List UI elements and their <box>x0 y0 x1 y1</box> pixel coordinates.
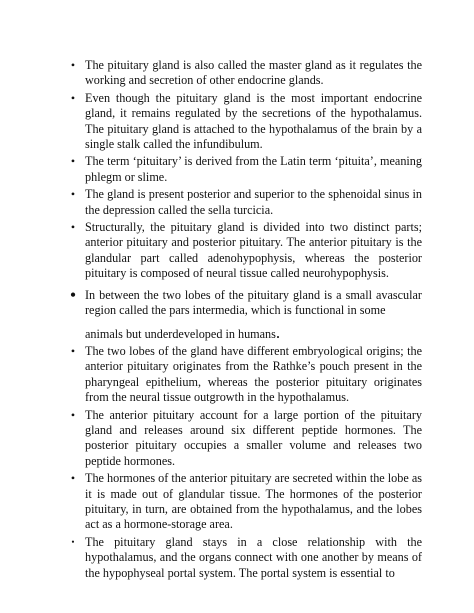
trailing-period: . <box>275 322 281 342</box>
list-item <box>67 408 422 470</box>
list-item-text: The term ‘pituitary’ is derived from the Latin term ‘pituita’, meaning phlegm or slime. <box>85 154 422 184</box>
list-item <box>67 91 422 153</box>
list-item-text: The pituitary gland stays in a close relationship with the hypothalamus, and the organs connect with one another by means of the hypophyseal portal system. The portal system is essential to <box>85 534 422 580</box>
bullet-icon: • <box>70 90 76 105</box>
list-item <box>67 344 422 406</box>
bullet-icon: • <box>70 471 76 486</box>
list-item-text <box>85 288 422 342</box>
list-item <box>67 187 422 218</box>
bullet-icon: • <box>70 407 76 422</box>
list-item-text-part: In between the two lobes of the pituitary gland is a small avascular region called the pars intermedia, which is functional in some <box>85 287 422 318</box>
list-item <box>67 154 422 185</box>
bullet-icon: • <box>70 220 76 235</box>
bullet-icon: • <box>70 154 76 169</box>
list-item-text: The anterior pituitary account for a large portion of the pituitary gland and releases around six different peptide hormones. The posterior pituitary occupies a smaller volume and releases two peptide hormones. <box>85 407 422 468</box>
list-item-text: The two lobes of the gland have different embryological origins; the anterior pituitary originates from the Rathke’s pouch present in the pharyngeal epithelium, whereas the posterior pituitary originates from the neural tissue outgrowth in the hypothalamus. <box>85 343 422 405</box>
list-item <box>67 58 422 89</box>
bullet-icon: • <box>70 58 76 72</box>
list-item-text-part: animals but underdeveloped in humans <box>85 326 276 341</box>
list-item-text-continuation <box>85 322 422 342</box>
list-item-text: Structurally, the pituitary gland is divided into two distinct parts; anterior pituitary and posterior pituitary. The anterior pituitary is the glandular part called adenohypophysis, whereas the posterior pituitary is composed of neural tissue called neurohypophysis. <box>85 220 422 281</box>
bullet-icon: • <box>71 536 75 547</box>
list-item-text: The hormones of the anterior pituitary are secreted within the lobe as it is made out of glandular tissue. The hormones of the posterior pituitary, in turn, are obtained from the hypothalamus, and the lobes act as a hormone-storage area. <box>85 471 422 532</box>
list-item-text: The pituitary gland is also called the master gland as it regulates the working and secretion of other endocrine glands. <box>85 58 422 88</box>
bullet-icon: • <box>70 187 76 202</box>
list-item-text: Even though the pituitary gland is the most important endocrine gland, it remains regulated by the secretions of the hypothalamus. The pituitary gland is attached to the hypothalamus of the brain by a single stalk called the infundibulum. <box>85 90 422 152</box>
list-item <box>67 220 422 282</box>
list-item <box>67 471 422 533</box>
bullet-icon: • <box>69 284 77 305</box>
list-item <box>67 535 422 581</box>
bullet-list <box>67 58 422 581</box>
bullet-icon: • <box>70 343 76 358</box>
list-item <box>67 284 422 342</box>
list-item-text: The gland is present posterior and superior to the sphenoidal sinus in the depression called the sella turcicia. <box>85 187 422 217</box>
